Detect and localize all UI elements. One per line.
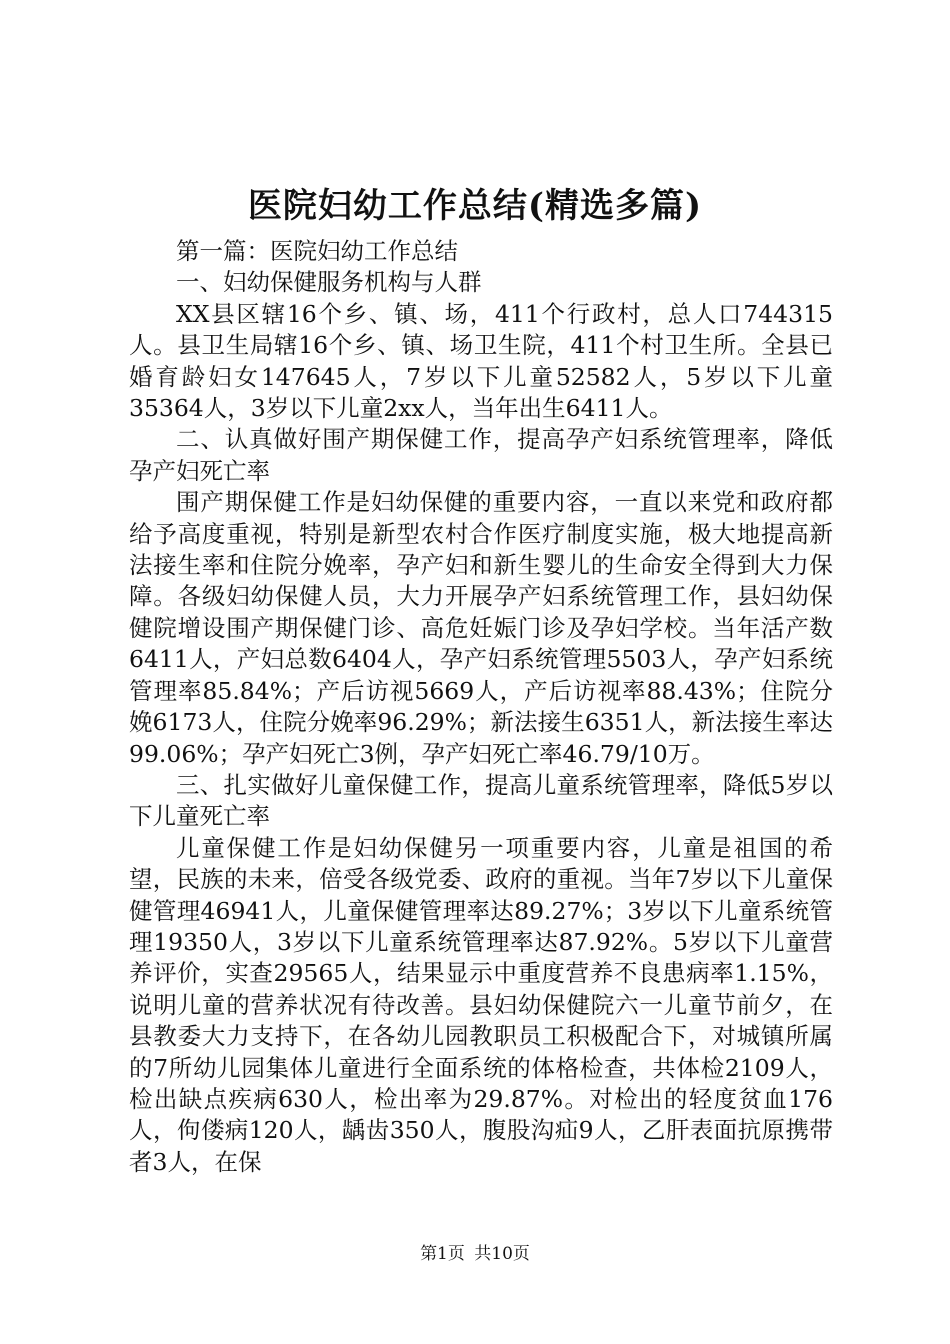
body-paragraph: 儿童保健工作是妇幼保健另一项重要内容，儿童是祖国的希望，民族的未来，倍受各级党委、政府的重视。当年7岁以下儿童保健管理46941人，儿童保健管理率达89.27%；3岁以下儿童系统管理19350人，3岁以下儿童系统管理率达87.92%。5岁以下儿童营养评价，实查29565人，结果显示中重度营养不良患病率1.15%，说明儿童的营养状况有待改善。县妇幼保健院六一儿童节前夕，在县教委大力支持下，在各幼儿园教职员工积极配合下，对城镇所属的7所幼儿园集体儿童进行全面系统的体格检查，共体检2109人，检出缺点疾病630人，检出率为29.87%。对检出的轻度贫血176人，佝偻病120人，龋齿350人，腹股沟疝9人，乙肝表面抗原携带者3人，在保 [129,833,833,1176]
page-footer [0,1241,950,1267]
document-body [129,236,833,1178]
document-title: 医院妇幼工作总结(精选多篇) [247,186,703,226]
page-total: 共10页 [474,1244,530,1264]
body-paragraph: XX县区辖16个乡、镇、场，411个行政村，总人口744315人。县卫生局辖16个乡、镇、场卫生院，411个村卫生所。全县已婚育龄妇女147645人，7岁以下儿童52582人，5岁以下儿童35364人，3岁以下儿童2xx人，当年出生6411人。 [129,299,833,423]
section-heading: 第一篇：医院妇幼工作总结 [176,237,458,265]
body-paragraph: 围产期保健工作是妇幼保健的重要内容，一直以来党和政府都给予高度重视，特别是新型农村合作医疗制度实施，极大地提高新法接生率和住院分娩率，孕产妇和新生婴儿的生命安全得到大力保障。各级妇幼保健人员，大力开展孕产妇系统管理工作，县妇幼保健院增设围产期保健门诊、高危妊娠门诊及孕妇学校。当年活产数6411人，产妇总数6404人，孕产妇系统管理5503人，孕产妇系统管理率85.84%；产后访视5669人，产后访视率88.43%；住院分娩6173人，住院分娩率96.29%；新法接生6351人，新法接生率达99.06%；孕产妇死亡3例，孕产妇死亡率46.79/10万。 [129,488,833,768]
section-heading: 一、妇幼保健服务机构与人群 [176,268,482,297]
page-number: 第1页 [420,1244,465,1264]
section-heading: 二、认真做好围产期保健工作，提高孕产妇系统管理率，降低孕产妇死亡率 [129,425,833,485]
section-heading: 三、扎实做好儿童保健工作，提高儿童系统管理率，降低5岁以下儿童死亡率 [129,770,833,831]
